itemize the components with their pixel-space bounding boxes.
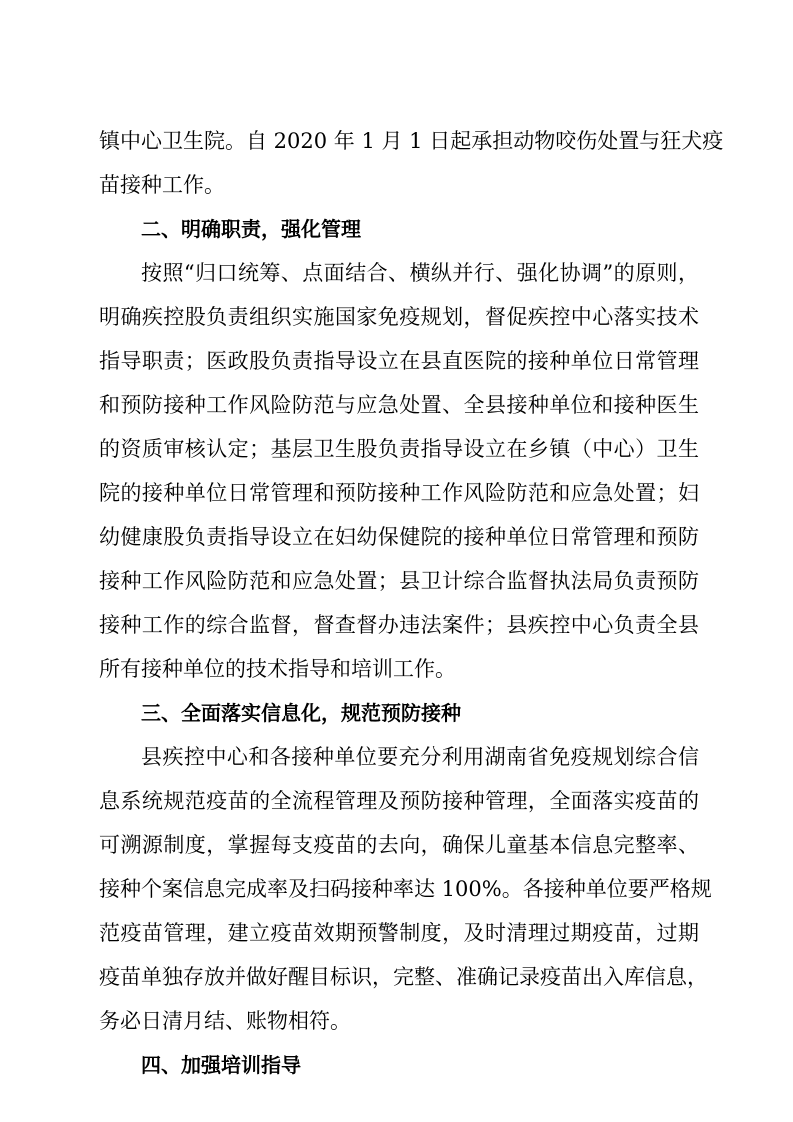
paragraph-line: 可溯源制度，掌握每支疫苗的去向，确保儿童基本信息完整率、 <box>99 833 699 857</box>
paragraph-line: 指导职责；医政股负责指导设立在县直医院的接种单位日常管理 <box>99 349 699 373</box>
paragraph-line: 接种工作的综合监督，督查督办违法案件；县疾控中心负责全县 <box>99 613 699 637</box>
paragraph-line: 务必日清月结、账物相符。 <box>99 1009 351 1033</box>
paragraph-line: 明确疾控股负责组织实施国家免疫规划，督促疾控中心落实技术 <box>99 305 699 329</box>
paragraph-line: 幼健康股负责指导设立在妇幼保健院的接种单位日常管理和预防 <box>99 525 699 549</box>
section-heading-4: 四、加强培训指导 <box>141 1053 301 1077</box>
paragraph-line: 苗接种工作。 <box>99 173 225 197</box>
paragraph-line: 镇中心卫生院。自 2020 年 1 月 1 日起承担动物咬伤处置与狂犬疫 <box>99 129 724 153</box>
paragraph-line: 疫苗单独存放并做好醒目标识，完整、准确记录疫苗出入库信息， <box>99 965 708 989</box>
section-heading-3: 三、全面落实信息化，规范预防接种 <box>141 701 461 725</box>
paragraph-line: 接种工作风险防范和应急处置；县卫计综合监督执法局负责预防 <box>99 569 699 593</box>
paragraph-line: 和预防接种工作风险防范与应急处置、全县接种单位和接种医生 <box>99 393 699 417</box>
paragraph-line: 接种个案信息完成率及扫码接种率达 100%。各接种单位要严格规 <box>99 877 712 901</box>
paragraph-line: 的资质审核认定；基层卫生股负责指导设立在乡镇（中心）卫生 <box>99 437 699 461</box>
paragraph-line: 所有接种单位的技术指导和培训工作。 <box>99 657 456 681</box>
paragraph-line: 息系统规范疫苗的全流程管理及预防接种管理，全面落实疫苗的 <box>99 789 699 813</box>
paragraph-line: 按照“归口统筹、点面结合、横纵并行、强化协调”的原则， <box>141 261 699 285</box>
paragraph-line: 县疾控中心和各接种单位要充分利用湖南省免疫规划综合信 <box>141 745 699 769</box>
section-heading-2: 二、明确职责，强化管理 <box>141 217 361 241</box>
paragraph-line: 院的接种单位日常管理和预防接种工作风险防范和应急处置；妇 <box>99 481 699 505</box>
paragraph-line: 范疫苗管理，建立疫苗效期预警制度，及时清理过期疫苗，过期 <box>99 921 699 945</box>
